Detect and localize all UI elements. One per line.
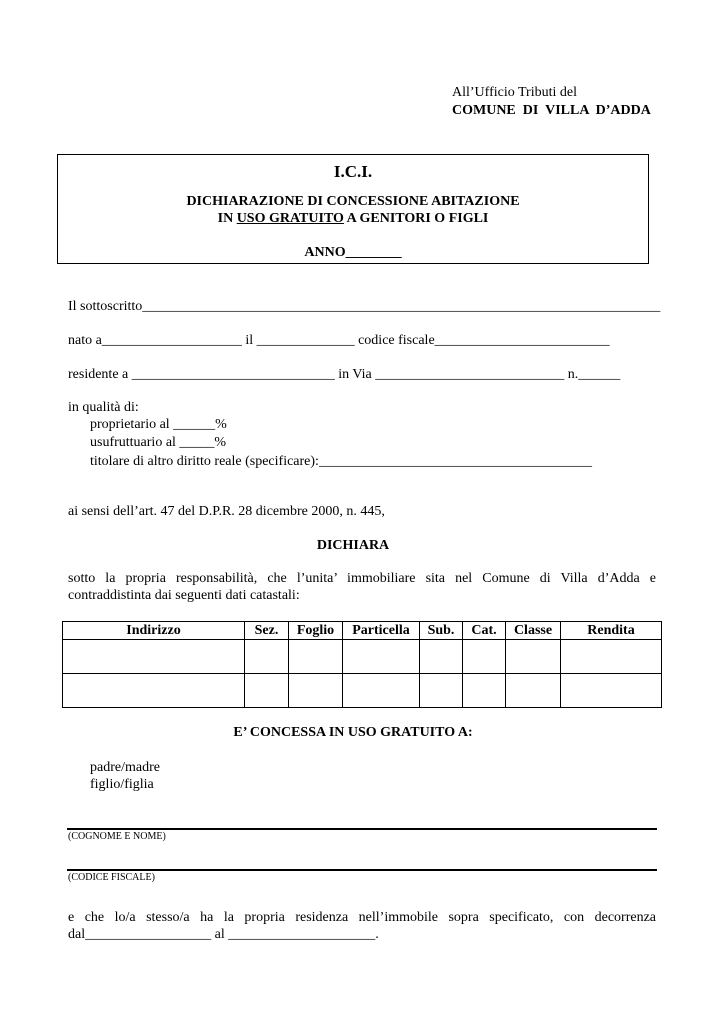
col-header-sez: Sez. bbox=[245, 622, 289, 640]
table-cell[interactable] bbox=[463, 674, 506, 708]
year-blank: ________ bbox=[345, 245, 402, 260]
year-field[interactable] bbox=[57, 245, 649, 261]
col-header-indirizzo: Indirizzo bbox=[63, 622, 245, 640]
table-cell[interactable] bbox=[420, 640, 463, 674]
col-header-cat: Cat. bbox=[463, 622, 506, 640]
residence-field[interactable]: residente a _____________________________ in Via ___________________________ n.______ bbox=[68, 367, 621, 382]
table-header-row bbox=[63, 622, 662, 640]
responsabilita-line2: contraddistinta dai seguenti dati catastali: bbox=[68, 588, 300, 603]
table-cell[interactable] bbox=[63, 674, 245, 708]
table-cell[interactable] bbox=[289, 674, 343, 708]
subtitle-pre: IN bbox=[217, 211, 237, 226]
table-cell[interactable] bbox=[289, 640, 343, 674]
table-cell[interactable] bbox=[561, 640, 662, 674]
usufruttuario-field[interactable]: usufruttuario al _____% bbox=[90, 435, 227, 450]
responsabilita-line1: sotto la propria responsabilità, che l’unita’ immobiliare sita nel Comune di Villa d’Adda e bbox=[68, 571, 656, 586]
form-subtitle-line1: DICHIARAZIONE DI CONCESSIONE ABITAZIONE bbox=[186, 194, 520, 209]
form-subtitle-line2 bbox=[57, 211, 649, 227]
qualita-label: in qualità di: bbox=[68, 400, 139, 415]
option-padre-madre[interactable]: padre/madre bbox=[90, 760, 160, 775]
table-cell[interactable] bbox=[420, 674, 463, 708]
sottoscritto-field[interactable]: Il sottoscritto__________________________________________________________________________ bbox=[68, 299, 661, 314]
option-figlio-figlia[interactable]: figlio/figlia bbox=[90, 777, 154, 792]
table-cell[interactable] bbox=[343, 640, 420, 674]
codice-fiscale-label: (CODICE FISCALE) bbox=[68, 872, 155, 883]
col-header-sub: Sub. bbox=[420, 622, 463, 640]
proprietario-field[interactable]: proprietario al ______% bbox=[90, 417, 227, 432]
legal-reference: ai sensi dell’art. 47 del D.P.R. 28 dicembre 2000, n. 445, bbox=[68, 504, 385, 519]
table-cell[interactable] bbox=[63, 640, 245, 674]
table-cell[interactable] bbox=[506, 674, 561, 708]
concessa-heading: E’ CONCESSA IN USO GRATUITO A: bbox=[233, 725, 473, 740]
residenza-line1: e che lo/a stesso/a ha la propria residenza nell’immobile sopra specificato, con decorrenza bbox=[68, 910, 656, 925]
form-title: I.C.I. bbox=[333, 162, 373, 181]
table-cell[interactable] bbox=[463, 640, 506, 674]
titolare-field[interactable]: titolare di altro diritto reale (specificare):_______________________________________ bbox=[90, 454, 592, 469]
residenza-dates-field[interactable]: dal__________________ al _____________________. bbox=[68, 927, 379, 942]
table-cell[interactable] bbox=[506, 640, 561, 674]
recipient-office: All’Ufficio Tributi del bbox=[452, 85, 577, 100]
codice-fiscale-line[interactable] bbox=[67, 869, 657, 871]
subtitle-post: A GENITORI O FIGLI bbox=[343, 211, 489, 226]
cadastral-table bbox=[62, 621, 662, 708]
table-cell[interactable] bbox=[343, 674, 420, 708]
table-cell[interactable] bbox=[245, 674, 289, 708]
table-cell[interactable] bbox=[245, 640, 289, 674]
col-header-rendita: Rendita bbox=[561, 622, 662, 640]
birth-and-tax-field[interactable]: nato a____________________ il ______________ codice fiscale_________________________ bbox=[68, 333, 610, 348]
col-header-foglio: Foglio bbox=[289, 622, 343, 640]
subtitle-underlined: USO GRATUITO bbox=[236, 211, 344, 226]
year-label: ANNO bbox=[304, 245, 346, 260]
table-row bbox=[63, 640, 662, 674]
cognome-nome-line[interactable] bbox=[67, 828, 657, 830]
table-cell[interactable] bbox=[561, 674, 662, 708]
col-header-classe: Classe bbox=[506, 622, 561, 640]
recipient-municipality: COMUNE DI VILLA D’ADDA bbox=[452, 103, 651, 118]
cognome-nome-label: (COGNOME E NOME) bbox=[68, 831, 166, 842]
col-header-particella: Particella bbox=[343, 622, 420, 640]
table-row bbox=[63, 674, 662, 708]
dichiara-heading: DICHIARA bbox=[316, 538, 390, 553]
